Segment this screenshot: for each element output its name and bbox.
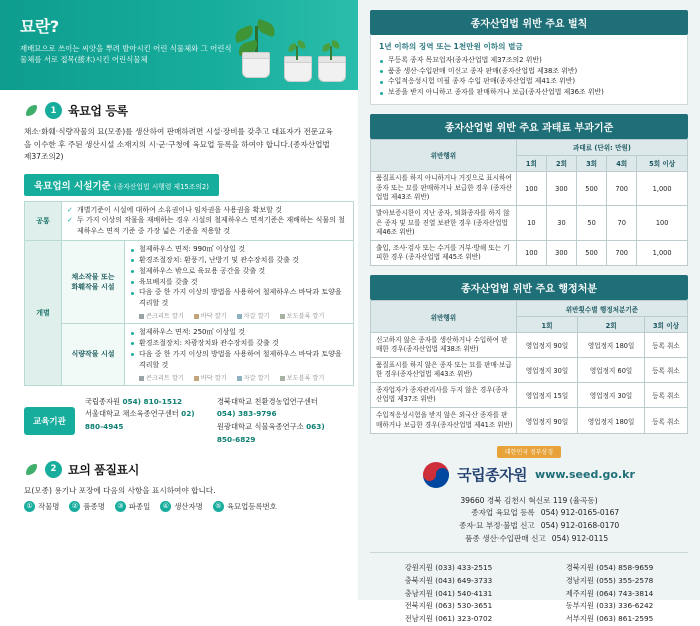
admin-title: 종자산업법 위반 주요 행정처분 <box>370 275 688 300</box>
table-row: 품질표시를 하지 않은 종자 또는 묘를 판매·보급한 경우(종자산업법 제43조 위반) 영업정지 30일 영업정지 60일 등록 취소 <box>371 358 688 383</box>
list-item: 동부지원 (033) 336-6242 <box>565 601 654 611</box>
list-item: ④ 생산자명 <box>160 501 203 512</box>
facility-standard-bar: 육묘업의 시설기준 (종자산업법 시행령 제15조의2) <box>24 174 219 196</box>
section2-note: 묘(모종) 용기나 포장에 다음의 사항을 표시하여야 합니다. <box>24 485 216 495</box>
list-item: 경북지원 (054) 858-9659 <box>565 563 654 573</box>
list-item: 종자·묘 부정·불법 신고 054) 912-0168-0170 <box>459 521 620 531</box>
list-item: 전남지원 (061) 323-0702 <box>404 614 493 624</box>
section-nursery-registration <box>0 102 358 447</box>
list-item: ⑤ 육묘업등록번호 <box>213 501 277 512</box>
plant-icon <box>234 14 278 84</box>
floor-legend: 콘크리트 깔기 바닥 깔기 자갈 깔기 보도블록 깔기 <box>130 311 348 320</box>
list-item: 종자업 육묘업 등록 054) 912-0165-0167 <box>471 508 620 518</box>
list-item: 제주지원 (064) 743-3814 <box>565 588 654 598</box>
agency-address: 39660 경북 김천시 혁신로 119 (율곡동) 종자업 육묘업 등록 054) 912-0165-0167 종자·묘 부정·불법 신고 054) 912-0168-0170 품종 생산·수입판매 신고 054) 912-0115 <box>370 495 688 547</box>
education-institutions <box>24 396 342 447</box>
list-item: 품종 생산·수입판매 신고 054) 912-0115 <box>465 534 609 544</box>
education-label: 교육기관 <box>24 407 75 435</box>
table-header-row: 위반행위 위반횟수별 행정처분기준 <box>371 301 688 317</box>
admin-table <box>370 300 688 433</box>
list-item: 서울대학교 채소육종연구센터 02) 880-4945 <box>84 409 195 432</box>
section-number: 1 <box>45 102 62 119</box>
list-item: ③ 파종일 <box>115 501 150 512</box>
list-item: ① 작물명 <box>24 501 59 512</box>
floor-legend: 콘크리트 깔기 바닥 깔기 자갈 깔기 보도블록 깔기 <box>130 373 348 382</box>
list-item: 국립종자원 054) 810-1512 <box>84 396 183 406</box>
quality-label-items <box>24 501 342 512</box>
section-number: 2 <box>45 461 62 478</box>
right-column <box>358 0 700 624</box>
list-item: 원광대학교 식물육종연구소 063) 850-6829 <box>216 422 325 444</box>
list-item: 전북지원 (063) 530-3651 <box>404 601 493 611</box>
table-row: 종자업자가 종자관리사를 두지 않은 경우(종자산업법 제37조 위반) 영업정지 15일 영업정지 30일 등록 취소 <box>371 383 688 408</box>
table-header-row: 1회 2회 3회 이상 <box>371 317 688 333</box>
section1-title: 육묘업 등록 <box>68 104 128 118</box>
list-item: 경남지원 (055) 355-2578 <box>565 575 654 585</box>
facility-standard-table <box>24 201 354 386</box>
list-item: 강원지원 (033) 433-2515 <box>404 563 493 573</box>
table-header-row: 위반행위 과태료 (단위: 만원) <box>371 139 688 155</box>
table-row: 발아보증시한이 지난 종자, 퇴화종자를 하지 않은 종자 및 묘를 진열 보관한 경우 (종자산업법 제46조 위반) 10 30 50 70 100 <box>371 206 688 241</box>
table-header-row: 1회 2회 3회 4회 5회 이상 <box>371 155 688 171</box>
table-row: 개별 채소작물 또는 화훼작물 시설 철제하우스 면적: 990㎡ 이상일 것 환경조절장치: 환풍기, 난방기 및 관수장치를 갖출 것 철제하우스 밖으로 육묘용 공간을 갖출 것 육묘베지를 갖출 것 다음 중 한 가지 이상의 방법을 사용하여 철제하우스 바닥과 토양을 격리할 것 콘크리트 깔기 바닥 깔기 자갈 깔기 보도블록 깔기 <box>25 241 354 324</box>
fine-table <box>370 139 688 266</box>
section1-body: 채소·화훼·식량작물의 묘(모종)를 생산하여 판매하려면 시설·장비를 갖추고 대표자가 전문교육을 이수한 후 주된 생산시설 소재지의 시·군·구청에 육묘업 등록을 하여야 합니다.(종자산업법 제37조의2) <box>24 127 333 162</box>
table-row: 품질표시를 하지 아니하거나 거짓으로 표시하여 종자 또는 묘를 판매하거나 보급한 경우 (종자산업법 제43조 위반) 100 300 500 700 1,000 <box>371 171 688 206</box>
penalty-head: 1년 이하의 징역 또는 1천만원 이하의 벌금 <box>379 42 523 51</box>
agency-block <box>370 446 688 626</box>
list-item: 충남지원 (041) 540-4131 <box>404 588 493 598</box>
section2-title: 묘의 품질표시 <box>68 462 139 477</box>
fine-title: 종자산업법 위반 주요 과태료 부과기준 <box>370 114 688 139</box>
government-ribbon: 대한민국 정부상징 <box>497 446 561 458</box>
list-item: 충북지원 (043) 649-3733 <box>404 575 493 585</box>
table-row: 수입적응성시험을 받지 않은 외국산 종자를 판매하거나 보급한 경우(종자산업법 제41조 위반) 영업정지 90일 영업정지 180일 등록 취소 <box>371 408 688 433</box>
agency-website[interactable]: www.seed.go.kr <box>535 468 635 482</box>
leaf-icon <box>24 462 39 477</box>
hero-banner <box>0 0 358 90</box>
branch-list <box>370 562 688 626</box>
table-row: 신고하지 않은 종자를 생산하거나 수입하여 판매한 경우(종자산업법 제38조 위반) 영업정지 90일 영업정지 180일 등록 취소 <box>371 333 688 358</box>
table-row: 출입, 조사·검사 또는 수거를 거부·방해 또는 기피한 경우 (종자산업법 제45조 위반) 100 300 500 700 1,000 <box>371 241 688 266</box>
agency-name: 국립종자원 <box>457 466 528 485</box>
list-item: 서부지원 (063) 861-2595 <box>565 614 654 624</box>
table-row: 공통 ✓ 개별기준이 시설에 대하여 소유권이나 임차권을 사용권을 확보할 것 ✓ 두 가지 이상의 작물을 재배하는 경우 시설의 철제하우스 면적기준은 재배하는 식물의 철제하우스 면적 기준 중 가장 넓은 기준을 적용할 것 <box>25 201 354 241</box>
left-column <box>0 0 358 600</box>
penalty-box: 1년 이하의 징역 또는 1천만원 이하의 벌금 무등록 종자 목묘업자(종자산업법 제37조의2 위반) 품종 생산·수입판매 미신고 종자 판매(종자산업법 제38조 위반) 수입적응성시험 미필 종자 수입 판매(종자산업법 제41조 위반) 보증을 받지 아니하고 종자를 판매하거나 보급(종자산업법 제36조 위반) <box>370 35 688 105</box>
leaf-icon <box>24 103 39 118</box>
seedling-illustration <box>232 4 352 88</box>
government-emblem-icon <box>423 462 449 488</box>
page-title: 묘란? <box>20 17 59 36</box>
divider <box>370 552 688 553</box>
list-item: ② 품종명 <box>69 501 104 512</box>
section-quality-label <box>0 461 358 512</box>
table-row: 식량작물 시설 철제하우스 면적: 250㎡ 이상일 것 환경조절장치: 차광장치와 관수장치를 갖출 것 다음 중 한 가지 이상의 방법을 사용하여 철제하우스 바닥과 토양을 격리할 것 콘크리트 깔기 바닥 깔기 자갈 깔기 보도블록 깔기 <box>25 324 354 385</box>
penalty-title: 종자산업법 위반 주요 벌칙 <box>370 10 688 35</box>
list-item: 경북대학교 친환경농업연구센터 054) 383-9796 <box>216 396 318 419</box>
hero-description: 재배묘으로 쓰이는 씨앗을 뿌려 발아시킨 어린 식물체와 그 어린식물체를 서로 접목(接木)시킨 어린식물체 <box>20 44 232 65</box>
